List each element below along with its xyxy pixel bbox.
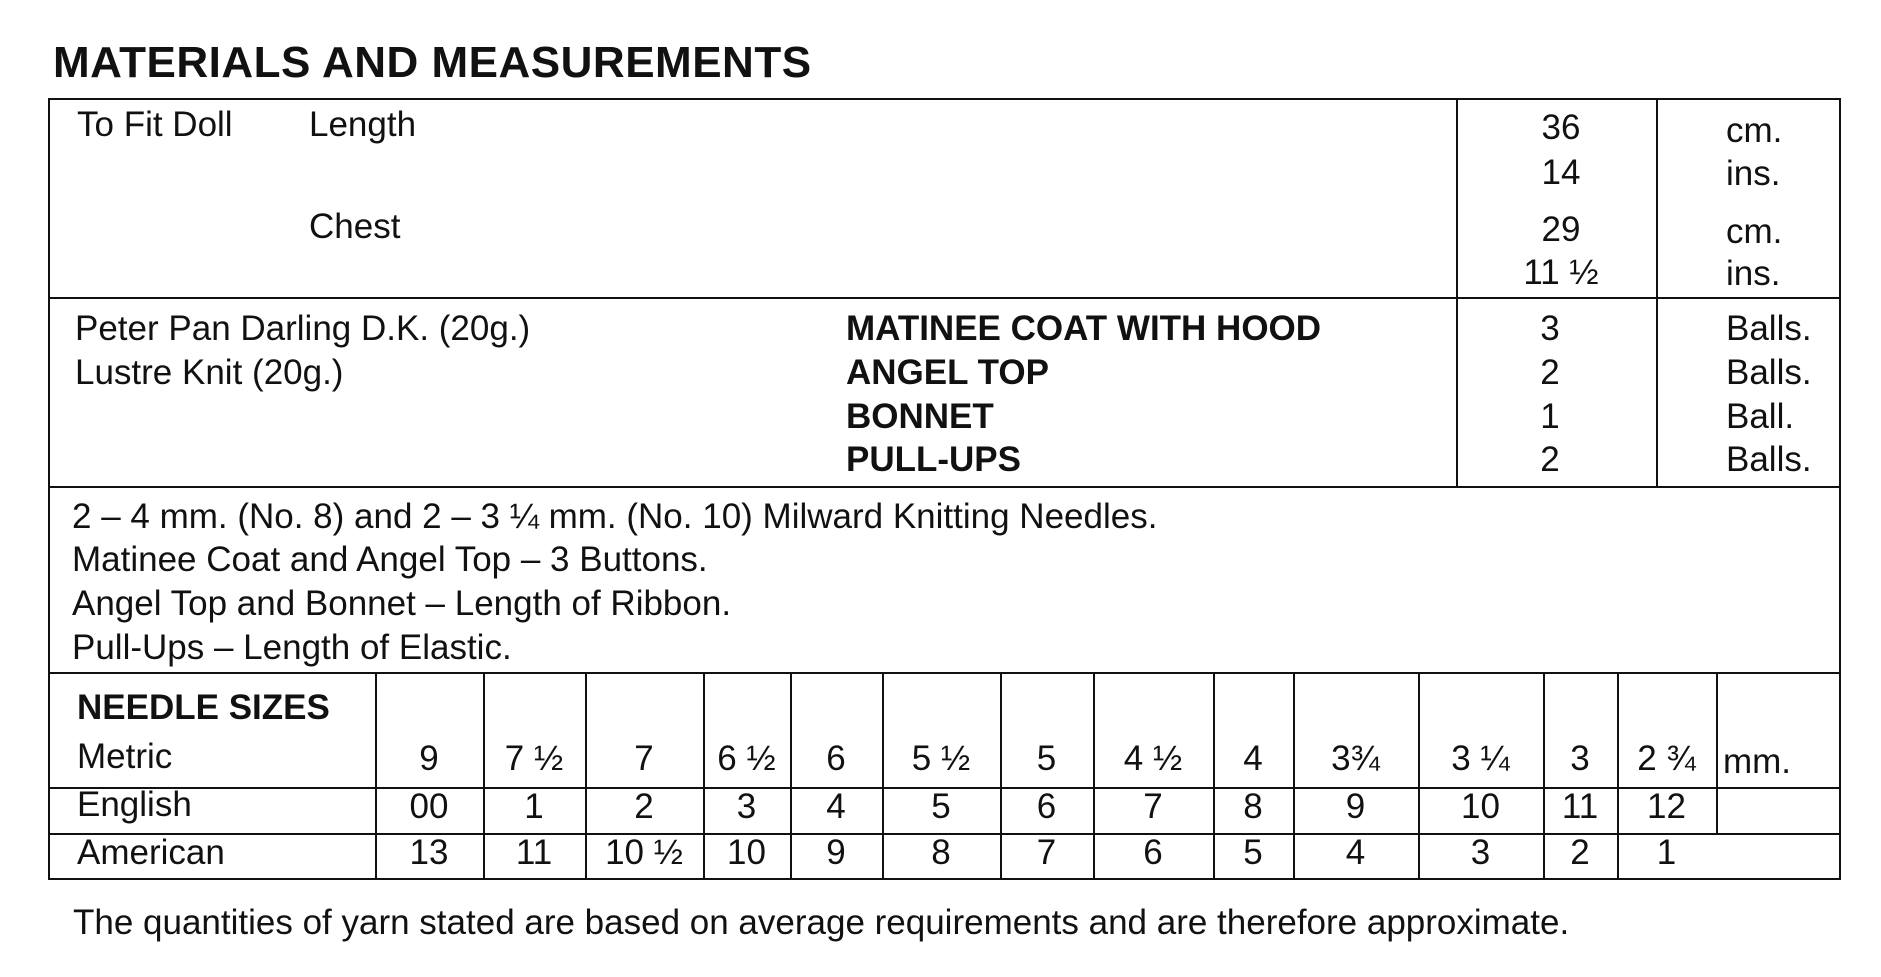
page-title: MATERIALS AND MEASUREMENTS <box>53 38 812 87</box>
metric-size-cell: 4 <box>1243 739 1263 778</box>
american-size-cell: 5 <box>1243 833 1263 872</box>
row-divider-notions <box>48 672 1841 674</box>
yarn-unit: Balls. <box>1726 309 1812 348</box>
american-size-cell: 4 <box>1345 833 1366 872</box>
length-in-value: 14 <box>1541 153 1581 192</box>
row-divider-yarn <box>48 486 1841 488</box>
metric-size-cell: 2 ¾ <box>1637 739 1696 778</box>
notion-line: Angel Top and Bonnet – Length of Ribbon. <box>72 584 732 623</box>
yarn-line-1: Peter Pan Darling D.K. (20g.) <box>75 309 531 348</box>
length-label: Length <box>309 105 417 144</box>
chest-in-unit: ins. <box>1726 254 1781 293</box>
metric-unit: mm. <box>1723 742 1792 781</box>
metric-size-cell: 3¾ <box>1331 739 1380 778</box>
yarn-garment: ANGEL TOP <box>846 353 1049 392</box>
yarn-line-2: Lustre Knit (20g.) <box>75 353 344 392</box>
english-label: English <box>77 785 192 824</box>
english-size-cell: 7 <box>1143 787 1163 826</box>
american-size-cell: 3 <box>1470 833 1491 872</box>
yarn-garment: MATINEE COAT WITH HOOD <box>846 309 1322 348</box>
metric-size-cell: 3 <box>1570 739 1590 778</box>
chest-in-value: 11 ½ <box>1523 253 1599 292</box>
notion-line: Matinee Coat and Angel Top – 3 Buttons. <box>72 540 708 579</box>
yarn-garment: BONNET <box>846 397 994 436</box>
american-size-cell: 7 <box>1036 833 1057 872</box>
yarn-unit: Ball. <box>1726 397 1795 436</box>
metric-size-cell: 5 <box>1036 739 1057 778</box>
yarn-unit: Balls. <box>1726 440 1812 479</box>
footnote: The quantities of yarn stated are based on average requirements and are therefore approximate. <box>73 903 1570 942</box>
yarn-unit: Balls. <box>1726 353 1812 392</box>
doll-label: To Fit Doll <box>77 105 233 144</box>
english-size-cell: 4 <box>826 787 846 826</box>
english-size-cell: 10 <box>1461 787 1500 826</box>
american-size-cell: 10 ½ <box>605 833 683 872</box>
metric-size-cell: 7 ½ <box>504 739 564 778</box>
english-size-cell: 11 <box>1561 787 1599 826</box>
english-size-cell: 2 <box>634 787 654 826</box>
metric-size-cell: 9 <box>419 739 439 778</box>
american-size-cell: 8 <box>931 833 951 872</box>
needle-col-divider <box>1716 672 1718 833</box>
metric-size-cell: 6 <box>826 739 846 778</box>
metric-size-cell: 7 <box>634 739 654 778</box>
american-size-cell: 6 <box>1143 833 1163 872</box>
chest-cm-unit: cm. <box>1726 212 1783 251</box>
american-size-cell: 1 <box>1656 833 1677 872</box>
english-size-cell: 6 <box>1036 787 1057 826</box>
american-size-cell: 10 <box>727 833 766 872</box>
chest-cm-value: 29 <box>1541 210 1581 249</box>
metric-size-cell: 5 ½ <box>911 739 971 778</box>
english-size-cell: 5 <box>931 787 951 826</box>
length-cm-value: 36 <box>1541 108 1581 147</box>
american-size-cell: 11 <box>515 833 553 872</box>
col-divider-unit <box>1656 98 1658 486</box>
american-size-cell: 13 <box>409 833 449 872</box>
yarn-quantity: 2 <box>1540 440 1560 479</box>
yarn-quantity: 2 <box>1540 353 1560 392</box>
yarn-garment: PULL-UPS <box>846 440 1021 479</box>
row-divider-doll <box>48 297 1841 299</box>
length-in-unit: ins. <box>1726 154 1781 193</box>
yarn-quantity: 3 <box>1540 309 1560 348</box>
col-divider-qty <box>1456 98 1458 486</box>
english-size-cell: 00 <box>409 787 449 826</box>
metric-size-cell: 6 ½ <box>717 739 776 778</box>
needle-sizes-heading: NEEDLE SIZES <box>77 688 330 727</box>
notion-line: 2 – 4 mm. (No. 8) and 2 – 3 ¼ mm. (No. 10) Milward Knitting Needles. <box>72 497 1158 536</box>
chest-label: Chest <box>309 207 401 246</box>
yarn-quantity: 1 <box>1540 397 1560 436</box>
american-label: American <box>77 833 225 872</box>
american-size-cell: 9 <box>826 833 846 872</box>
metric-label: Metric <box>77 737 173 776</box>
english-size-cell: 9 <box>1345 787 1366 826</box>
length-cm-unit: cm. <box>1726 111 1783 150</box>
american-size-cell: 2 <box>1570 833 1590 872</box>
metric-size-cell: 3 ¼ <box>1451 739 1510 778</box>
english-size-cell: 1 <box>524 787 544 826</box>
english-size-cell: 3 <box>736 787 757 826</box>
notion-line: Pull-Ups – Length of Elastic. <box>72 628 512 667</box>
metric-size-cell: 4 ½ <box>1123 739 1183 778</box>
english-size-cell: 8 <box>1243 787 1263 826</box>
english-size-cell: 12 <box>1647 787 1686 826</box>
